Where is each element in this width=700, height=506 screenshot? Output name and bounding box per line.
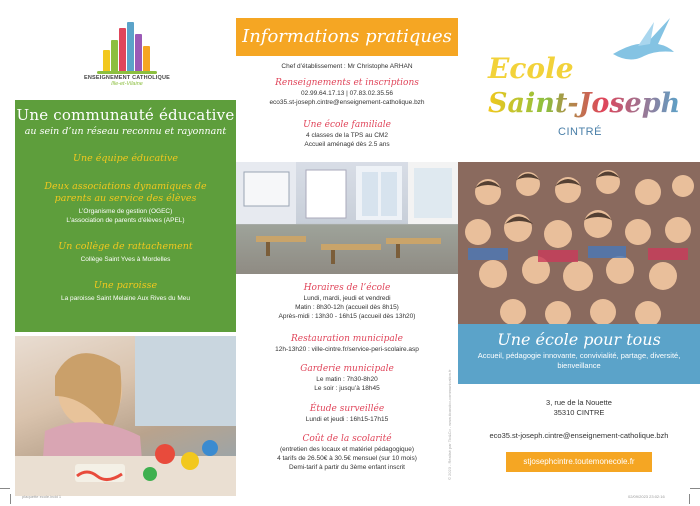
- hours-line: Lundi, mardi, jeudi et vendredi: [303, 295, 391, 302]
- head-teacher: Chef d’établissement : Mr Christophe ARHAN: [281, 63, 413, 70]
- cost-heading: Coût de la scolarité: [302, 434, 392, 444]
- hours-line: Matin : 8h30-12h (accueil dès 8h15): [295, 304, 399, 311]
- left-panel: [0, 0, 236, 506]
- hours-line: Après-midi : 13h30 - 16h15 (accueil dès 13h20): [278, 313, 416, 320]
- classroom-photo: [236, 162, 458, 274]
- bird-icon: [608, 14, 678, 69]
- section-line: Collège Saint Yves à Mordelles: [80, 256, 171, 263]
- address-line1: 3, rue de la Nouette: [546, 398, 612, 407]
- study-line: Lundi et jeudi : 16h15-17h15: [305, 416, 389, 423]
- vertical-credit: [447, 350, 455, 480]
- address-block: [458, 398, 700, 418]
- contact-block: [236, 78, 458, 107]
- logo-line1: ENSEIGNEMENT CATHOLIQUE: [83, 75, 171, 81]
- school-email[interactable]: eco35.st-joseph.cintre@enseignement-catholique.bzh: [489, 431, 669, 440]
- section-heading: Une paroisse: [93, 280, 158, 291]
- contact-email[interactable]: eco35.st-joseph.cintre@enseignement-catholique.bzh: [269, 99, 425, 106]
- family-line: Accueil aménagé dès 2.5 ans: [304, 141, 390, 148]
- study-heading: Étude surveillée: [309, 404, 385, 414]
- cost-line: 4 tarifs de 26.50€ à 30.5€ mensuel (sur 10 mois): [277, 455, 417, 462]
- study-block: [236, 404, 458, 424]
- website-button[interactable]: stjosephcintre.toutemonecole.fr: [506, 452, 652, 472]
- section-heading: Un collège de rattachement: [58, 241, 193, 252]
- cost-block: [236, 434, 458, 472]
- section-line: L’Organisme de gestion (OGEC): [78, 208, 173, 215]
- brand-town: CINTRÉ: [558, 126, 602, 138]
- family-block: [236, 120, 458, 149]
- hours-block: [236, 283, 458, 321]
- brand-ecole: Ecole: [488, 52, 574, 85]
- family-heading: Une école familiale: [303, 120, 391, 130]
- daycare-heading: Garderie municipale: [300, 364, 394, 374]
- school-for-all-text: Accueil, pédagogie innovante, convivialité, partage, diversité, bienveillance: [477, 351, 681, 370]
- section-line: La paroisse Saint Melaine Aux Rives du Meu: [61, 295, 190, 302]
- middle-panel: [236, 0, 458, 506]
- logo-bars-icon: [97, 22, 157, 72]
- cost-line: (entretien des locaux et matériel pédagogique): [279, 446, 415, 453]
- logo-line2: Ille-et-Vilaine: [111, 81, 143, 87]
- pupils-group-photo: [458, 162, 700, 324]
- section-heading: Une équipe éducative: [72, 153, 178, 164]
- community-title: Une communauté éducative: [16, 106, 235, 124]
- brand-saint-joseph: [488, 88, 680, 119]
- section-parish: [15, 280, 236, 303]
- crop-mark: [690, 488, 700, 489]
- section-college: [15, 241, 236, 264]
- section-heading: Deux associations dynamiques de parents au service des élèves: [44, 181, 207, 204]
- daycare-block: [236, 364, 458, 393]
- crop-mark: [0, 488, 10, 489]
- school-for-all-box: [458, 324, 700, 384]
- school-for-all-title: Une école pour tous: [497, 330, 661, 349]
- crop-mark: [689, 494, 690, 504]
- community-box: [15, 100, 236, 332]
- footer-date: 02/09/2023 23:02:16: [628, 494, 665, 499]
- community-subtitle: au sein d’un réseau reconnu et rayonnant: [24, 126, 227, 137]
- hours-heading: Horaires de l’école: [303, 283, 391, 293]
- daycare-line: Le soir : jusqu’à 18h45: [314, 385, 380, 392]
- contact-heading: Renseignements et inscriptions: [275, 78, 419, 88]
- cost-line: Demi-tarif à partir du 3ème enfant inscrit: [289, 464, 405, 471]
- footer-file: plaquette ecole.indd 1: [22, 494, 62, 499]
- restaurant-block: [236, 334, 458, 354]
- restaurant-heading: Restauration municipale: [291, 334, 403, 344]
- address-line2: 35310 CINTRE: [553, 408, 605, 417]
- info-banner: Informations pratiques: [236, 18, 458, 56]
- restaurant-line[interactable]: 12h-13h20 : ville-cintre.fr/service-peri-scolaire.asp: [275, 346, 419, 353]
- crop-mark: [10, 494, 11, 504]
- enseignement-catholique-logo: [72, 22, 182, 102]
- daycare-line: Le matin : 7h30-8h20: [316, 376, 378, 383]
- family-line: 4 classes de la TPS au CM2: [306, 132, 388, 139]
- right-panel: [458, 0, 700, 506]
- brand-saint-joseph-text: Saint-Joseph: [488, 88, 681, 119]
- school-brand: [488, 44, 688, 154]
- contact-phones: 02.99.64.17.13 | 07.83.02.35.56: [300, 90, 394, 97]
- section-associations: [15, 181, 236, 225]
- child-painting-photo: [15, 336, 236, 496]
- credit-text: © 2023 - Réalisé par Tic&Co - www.ticandco-communication.fr: [447, 369, 452, 480]
- section-team: [15, 153, 236, 165]
- section-line: L’association de parents d’élèves (APEL): [66, 217, 185, 224]
